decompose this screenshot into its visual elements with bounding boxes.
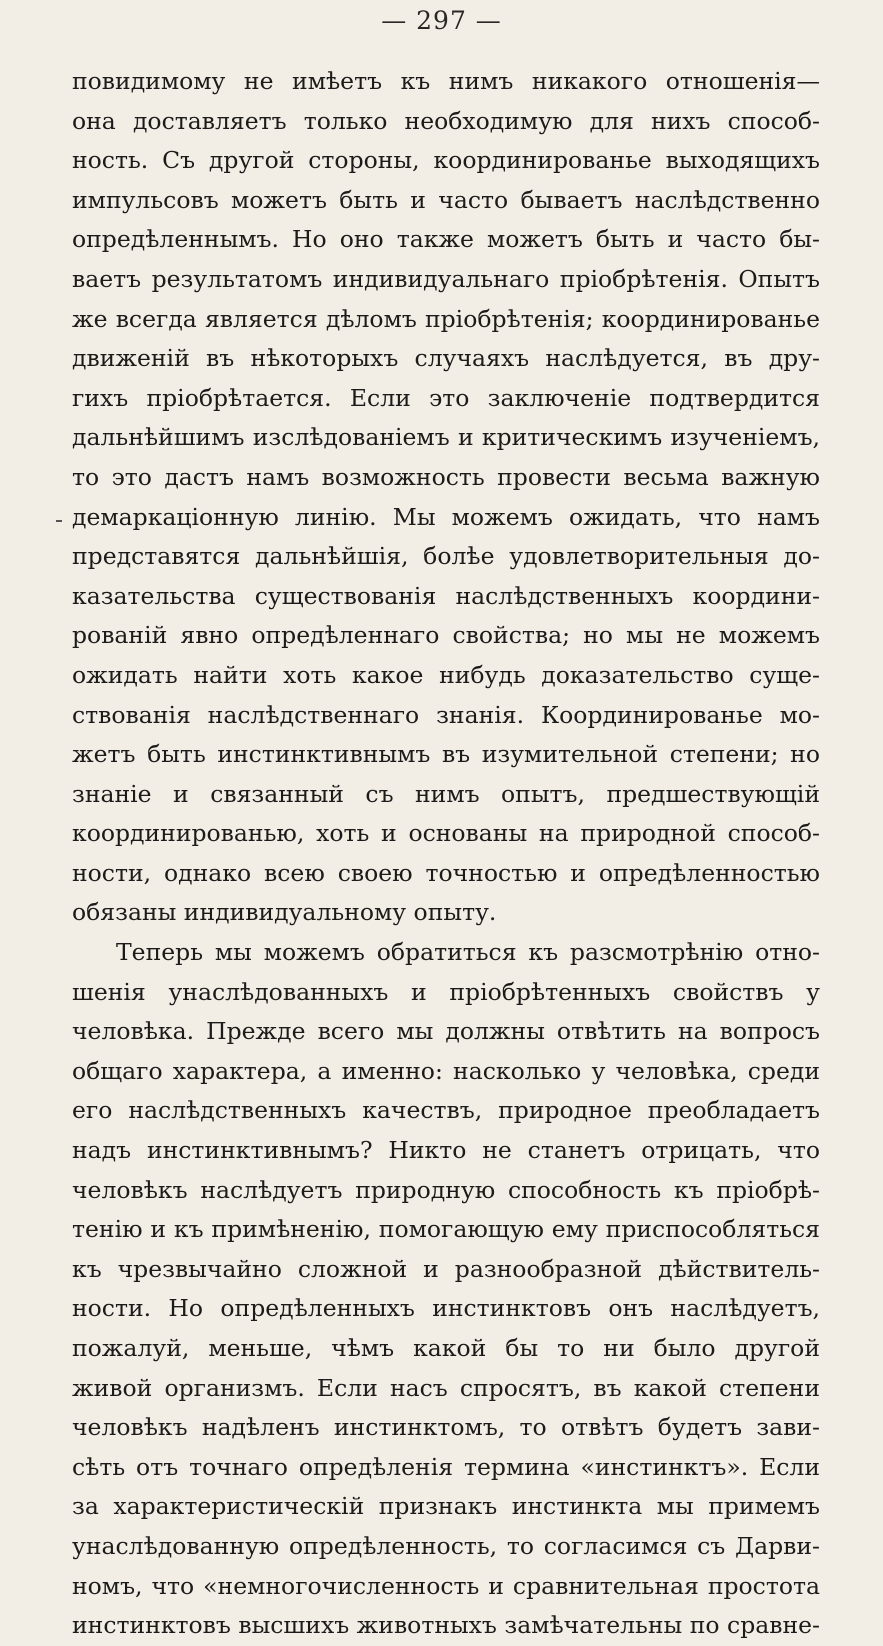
text-line: ность. Съ другой стороны, координированье выходящихъ: [72, 146, 820, 175]
text-line: гихъ пріобрѣтается. Если это заключеніе подтвердится: [72, 383, 820, 412]
text-line: инстинктовъ высшихъ животныхъ замѣчательны по сравне-: [72, 1611, 820, 1640]
text-line: жетъ быть инстинктивнымъ въ изумительной степени; но: [72, 740, 820, 769]
text-line: представятся дальнѣйшія, болѣе удовлетворительныя до-: [72, 542, 820, 571]
text-line: рованій явно опредѣленнаго свойства; но мы не можемъ: [72, 621, 820, 650]
text-line: номъ, что «немногочисленность и сравнительная простота: [72, 1571, 820, 1600]
text-line: сѣть отъ точнаго опредѣленія термина «инстинктъ». Если: [72, 1452, 820, 1481]
page-number: — 297 —: [381, 6, 502, 35]
text-line: живой организмъ. Если насъ спросятъ, въ какой степени: [72, 1373, 820, 1402]
text-line: тенію и къ примѣненію, помогающую ему приспособляться: [72, 1215, 820, 1244]
text-line: импульсовъ можетъ быть и часто бываетъ наслѣдственно: [72, 185, 820, 214]
text-line: движеній въ нѣкоторыхъ случаяхъ наслѣдуется, въ дру-: [72, 344, 820, 373]
text-line: шенія унаслѣдованныхъ и пріобрѣтенныхъ свойствъ у: [72, 977, 820, 1006]
text-line: ности, однако всею своею точностью и опредѣленностью: [72, 858, 820, 887]
text-line: знаніе и связанный съ нимъ опытъ, предшествующій: [72, 779, 820, 808]
text-line: ности. Но опредѣленныхъ инстинктовъ онъ наслѣдуетъ,: [72, 1294, 820, 1323]
text-line: надъ инстинктивнымъ? Никто не станетъ отрицать, что: [72, 1136, 820, 1165]
text-line: то это дастъ намъ возможность провести весьма важную: [72, 462, 820, 491]
text-line: человѣкъ наслѣдуетъ природную способность къ пріобрѣ-: [72, 1175, 820, 1204]
margin-mark: [56, 520, 62, 522]
text-line: дальнѣйшимъ изслѣдованіемъ и критическимъ изученіемъ,: [72, 423, 820, 452]
text-line: она доставляетъ только необходимую для нихъ способ-: [72, 106, 820, 135]
text-line: повидимому не имѣетъ къ нимъ никакого отношенія—: [72, 67, 820, 95]
text-line: къ чрезвычайно сложной и разнообразной дѣйствитель-: [72, 1254, 820, 1283]
text-line: же всегда является дѣломъ пріобрѣтенія; координированье: [72, 304, 820, 333]
text-line: пожалуй, меньше, чѣмъ какой бы то ни было другой: [72, 1334, 820, 1362]
body-text: [72, 62, 820, 1646]
paragraph-start-line: Теперь мы можемъ обратиться къ разсмотрѣнію отно-: [116, 938, 820, 967]
text-line: человѣка. Прежде всего мы должны отвѣтить на вопросъ: [72, 1017, 820, 1046]
text-line: казательства существованія наслѣдственныхъ координи-: [72, 581, 820, 610]
text-line: за характеристическій признакъ инстинкта мы примемъ: [72, 1492, 820, 1521]
text-line: демаркаціонную линію. Мы можемъ ожидать, что намъ: [72, 502, 820, 531]
text-line: опредѣленнымъ. Но оно также можетъ быть и часто бы-: [72, 225, 820, 254]
paragraph-end-line: обязаны индивидуальному опыту.: [72, 898, 497, 927]
text-line: общаго характера, а именно: насколько у человѣка, среди: [72, 1056, 820, 1085]
text-line: унаслѣдованную опредѣленность, то согласимся съ Дарви-: [72, 1531, 820, 1560]
text-line: ваетъ результатомъ индивидуальнаго пріобрѣтенія. Опытъ: [72, 264, 820, 293]
text-line: координированью, хоть и основаны на природной способ-: [72, 819, 820, 848]
text-line: человѣкъ надѣленъ инстинктомъ, то отвѣтъ будетъ зави-: [72, 1413, 820, 1442]
text-line: его наслѣдственныхъ качествъ, природное преобладаетъ: [72, 1096, 820, 1125]
text-line: ожидать найти хоть какое нибудь доказательство суще-: [72, 660, 820, 689]
text-line: ствованія наслѣдственнаго знанія. Координированье мо-: [72, 700, 820, 729]
